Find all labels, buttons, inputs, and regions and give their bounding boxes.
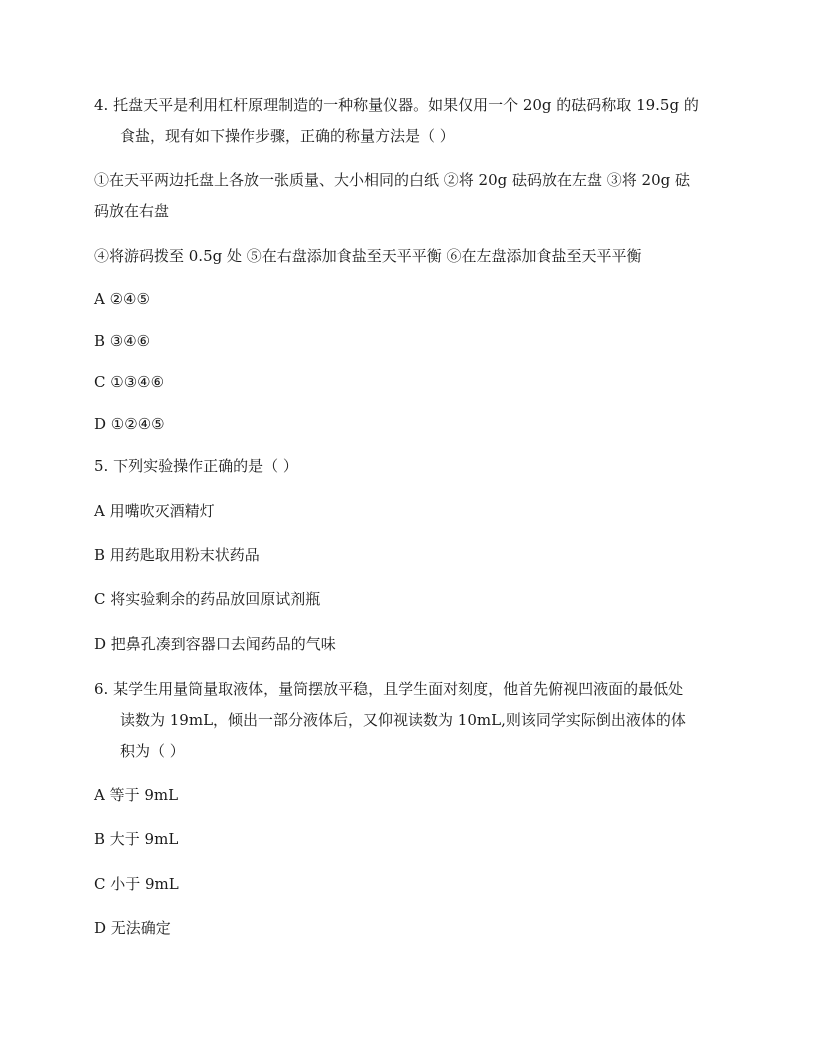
q4-stem-line-1: 4. 托盘天平是利用杠杆原理制造的一种称量仪器。如果仅用一个 20g 的砝码称取 19.5g 的 [94, 96, 699, 114]
q6-option-d: D 无法确定 [94, 919, 171, 937]
q4-option-c: C ①③④⑥ [94, 373, 165, 391]
q6-option-a: A 等于 9mL [94, 786, 179, 804]
q6-stem-line-1: 6. 某学生用量筒量取液体，量筒摆放平稳，且学生面对刻度，他首先俯视凹液面的最低处 [94, 680, 684, 698]
q4-steps-line-1: ①在天平两边托盘上各放一张质量、大小相同的白纸 ②将 20g 砝码放在左盘 ③将 20g 砝 [94, 171, 690, 189]
q6-option-b: B 大于 9mL [94, 830, 179, 848]
q6-stem-line-3: 积为（ ） [120, 742, 185, 760]
q5-option-a: A 用嘴吹灭酒精灯 [94, 502, 215, 520]
q4-option-d: D ①②④⑤ [94, 415, 165, 433]
q6-stem-line-2: 读数为 19mL，倾出一部分液体后，又仰视读数为 10mL,则该同学实际倒出液体的体 [120, 711, 686, 729]
q5-stem: 5. 下列实验操作正确的是（ ） [94, 457, 298, 475]
q4-steps-line-2: 码放在右盘 [94, 202, 170, 220]
q4-option-b: B ③④⑥ [94, 332, 151, 350]
q4-stem-line-2: 食盐，现有如下操作步骤，正确的称量方法是（ ） [120, 127, 455, 145]
q5-option-c: C 将实验剩余的药品放回原试剂瓶 [94, 590, 321, 608]
q6-option-c: C 小于 9mL [94, 875, 179, 893]
q5-option-b: B 用药匙取用粉末状药品 [94, 546, 260, 564]
q4-steps-line-3: ④将游码拨至 0.5g 处 ⑤在右盘添加食盐至天平平衡 ⑥在左盘添加食盐至天平平衡 [94, 247, 642, 265]
q5-option-d: D 把鼻孔凑到容器口去闻药品的气味 [94, 635, 336, 653]
q4-option-a: A ②④⑤ [94, 290, 150, 308]
